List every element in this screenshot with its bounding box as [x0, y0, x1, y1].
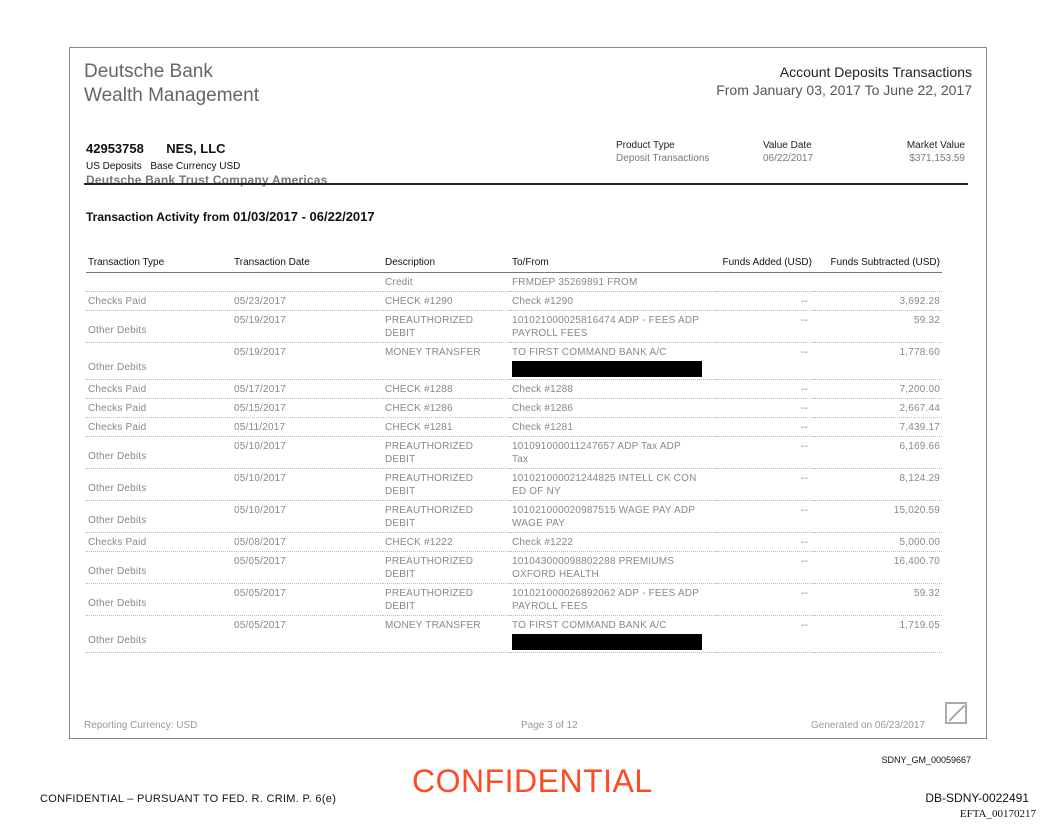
table-row [86, 469, 942, 501]
redaction-bar [512, 361, 702, 377]
table-row [86, 501, 942, 533]
funds-added-cell-line: -- [800, 384, 808, 395]
funds-added-cell [716, 311, 814, 343]
col-header-date: Transaction Date [232, 252, 383, 273]
db-sdny-bates-number: DB-SDNY-0022491 [925, 791, 1029, 805]
col-header-funds-added: Funds Added (USD) [716, 252, 814, 273]
transaction-type-cell [86, 501, 232, 533]
funds-added-cell [716, 533, 814, 552]
redaction-bar [512, 634, 702, 650]
product-type-value: Deposit Transactions [616, 153, 710, 164]
funds-subtracted-cell [814, 380, 942, 399]
table-row [86, 418, 942, 437]
transaction-type-cell-line: Other Debits [88, 635, 147, 646]
funds-added-cell [716, 380, 814, 399]
funds-subtracted-cell [814, 273, 942, 292]
description-cell [383, 418, 510, 437]
transaction-date-cell-line: 05/10/2017 [234, 505, 287, 516]
description-cell-line: CHECK #1290 [385, 296, 453, 307]
funds-subtracted-cell-line: 6,169.66 [899, 441, 940, 452]
funds-added-cell-line: -- [800, 505, 808, 516]
transaction-date-cell-line: 05/10/2017 [234, 473, 287, 484]
tofrom-cell-line: Check #1286 [512, 403, 574, 414]
transaction-date-cell [232, 469, 383, 501]
page-number: Page 3 of 12 [521, 720, 578, 731]
description-cell-line: MONEY TRANSFER [385, 347, 481, 358]
tofrom-cell-line: WAGE PAY [512, 518, 566, 529]
tofrom-cell [510, 380, 716, 399]
funds-added-cell [716, 343, 814, 380]
description-cell [383, 437, 510, 469]
market-value-block [907, 140, 965, 164]
description-cell-line: DEBIT [385, 601, 416, 612]
funds-subtracted-cell [814, 311, 942, 343]
transaction-date-cell-line: 05/11/2017 [234, 422, 286, 433]
confidential-rule-notice: CONFIDENTIAL – PURSUANT TO FED. R. CRIM. P. 6(e) [40, 793, 337, 805]
confidential-stamp: CONFIDENTIAL [412, 763, 653, 799]
transaction-date-cell [232, 418, 383, 437]
transaction-date-cell [232, 437, 383, 469]
transaction-type-cell [86, 584, 232, 616]
funds-added-cell [716, 437, 814, 469]
transaction-type-cell [86, 273, 232, 292]
tofrom-cell [510, 552, 716, 584]
transaction-date-cell-line: 05/10/2017 [234, 441, 287, 452]
funds-added-cell-line: -- [800, 473, 808, 484]
description-cell [383, 552, 510, 584]
tofrom-cell-line: OXFORD HEALTH [512, 569, 599, 580]
tofrom-cell-line: Tax [512, 454, 529, 465]
tofrom-cell [510, 584, 716, 616]
tofrom-cell [510, 399, 716, 418]
brand-line-1: Deutsche Bank [84, 61, 213, 82]
account-name: NES, LLC [166, 141, 226, 156]
description-cell [383, 584, 510, 616]
funds-subtracted-cell [814, 469, 942, 501]
description-cell-line: DEBIT [385, 486, 416, 497]
tofrom-cell [510, 501, 716, 533]
bank-brand [84, 60, 259, 108]
description-cell-line: MONEY TRANSFER [385, 620, 481, 631]
transaction-type-cell [86, 552, 232, 584]
funds-subtracted-cell-line: 1,778.60 [899, 347, 940, 358]
sdny-bates-number: SDNY_GM_00059667 [881, 755, 971, 765]
transaction-type-cell [86, 418, 232, 437]
col-header-description: Description [383, 252, 510, 273]
tofrom-cell [510, 616, 716, 653]
description-cell-line: Credit [385, 277, 413, 288]
tofrom-cell [510, 273, 716, 292]
table-row [86, 311, 942, 343]
transaction-type-cell-line: Checks Paid [88, 384, 147, 395]
funds-added-cell-line: -- [800, 403, 808, 414]
transaction-date-cell [232, 343, 383, 380]
report-title-block [716, 63, 972, 99]
col-header-funds-subtracted: Funds Subtracted (USD) [814, 252, 942, 273]
transaction-date-cell-line: 05/08/2017 [234, 537, 287, 548]
transaction-date-cell-line: 05/05/2017 [234, 620, 287, 631]
activity-title-prefix: Transaction Activity from [86, 210, 230, 224]
account-info [86, 140, 328, 187]
table-row [86, 380, 942, 399]
funds-subtracted-cell-line: 7,439.17 [899, 422, 940, 433]
table-row [86, 584, 942, 616]
transaction-type-cell-line: Other Debits [88, 598, 147, 609]
table-header-row [86, 252, 942, 273]
funds-subtracted-cell-line: 15,020.59 [893, 505, 940, 516]
base-currency: Base Currency USD [150, 161, 241, 172]
funds-added-cell [716, 292, 814, 311]
description-cell-line: DEBIT [385, 518, 416, 529]
description-cell-line: PREAUTHORIZED [385, 588, 474, 599]
transaction-type-cell [86, 311, 232, 343]
funds-subtracted-cell [814, 292, 942, 311]
tofrom-cell-line: 101021000025816474 ADP - FEES ADP [512, 315, 700, 326]
table-row [86, 533, 942, 552]
transactions-table [86, 252, 942, 653]
description-cell [383, 399, 510, 418]
description-cell-line: DEBIT [385, 569, 416, 580]
transaction-type-cell-line: Checks Paid [88, 296, 147, 307]
description-cell [383, 311, 510, 343]
transaction-type-cell-line: Other Debits [88, 515, 147, 526]
funds-subtracted-cell-line: 59.32 [913, 588, 940, 599]
tofrom-cell-line: TO FIRST COMMAND BANK A/C [512, 347, 667, 358]
transaction-type-cell-line: Checks Paid [88, 422, 147, 433]
funds-added-cell [716, 501, 814, 533]
table-row [86, 343, 942, 380]
tofrom-cell-line: 101021000021244825 INTELL CK CON [512, 473, 697, 484]
transaction-type-cell-line: Other Debits [88, 325, 147, 336]
tofrom-cell [510, 437, 716, 469]
table-row [86, 552, 942, 584]
col-header-type: Transaction Type [86, 252, 232, 273]
funds-subtracted-cell [814, 533, 942, 552]
transaction-date-cell-line: 05/19/2017 [234, 315, 287, 326]
product-type-block [616, 140, 709, 164]
brand-line-2: Wealth Management [84, 85, 259, 106]
funds-added-cell [716, 399, 814, 418]
funds-subtracted-cell [814, 616, 942, 653]
transaction-type-cell [86, 380, 232, 399]
table-body [86, 273, 942, 653]
transaction-type-cell [86, 292, 232, 311]
funds-subtracted-cell [814, 552, 942, 584]
transaction-date-cell-line: 05/05/2017 [234, 556, 287, 567]
description-cell [383, 380, 510, 399]
tofrom-cell [510, 343, 716, 380]
funds-added-cell-line: -- [800, 537, 808, 548]
col-header-tofrom: To/From [510, 252, 716, 273]
transaction-date-cell [232, 533, 383, 552]
funds-added-cell-line: -- [800, 588, 808, 599]
description-cell-line: CHECK #1286 [385, 403, 453, 414]
description-cell [383, 343, 510, 380]
description-cell-line: CHECK #1222 [385, 537, 453, 548]
funds-subtracted-cell-line: 7,200.00 [899, 384, 940, 395]
transaction-type-cell-line: Other Debits [88, 566, 147, 577]
transaction-date-cell [232, 399, 383, 418]
tofrom-cell-line: PAYROLL FEES [512, 328, 588, 339]
table-row [86, 399, 942, 418]
activity-title [86, 209, 375, 224]
description-cell-line: CHECK #1281 [385, 422, 453, 433]
transaction-type-cell-line: Other Debits [88, 483, 147, 494]
tofrom-cell [510, 292, 716, 311]
tofrom-cell [510, 311, 716, 343]
transaction-date-cell-line: 05/05/2017 [234, 588, 287, 599]
transaction-date-cell-line: 05/17/2017 [234, 384, 287, 395]
report-title: Account Deposits Transactions [779, 64, 972, 80]
funds-subtracted-cell-line: 3,692.28 [899, 296, 940, 307]
activity-title-range: 01/03/2017 - 06/22/2017 [232, 209, 375, 224]
table-row [86, 292, 942, 311]
description-cell-line: PREAUTHORIZED [385, 441, 474, 452]
tofrom-cell-line: FRMDEP 35269891 FROM [512, 277, 638, 288]
funds-added-cell [716, 273, 814, 292]
transaction-type-cell [86, 343, 232, 380]
deutsche-bank-logo-icon [945, 702, 967, 724]
market-value-value: $371,153.59 [909, 153, 965, 164]
tofrom-cell-line: Check #1290 [512, 296, 574, 307]
transaction-type-cell [86, 469, 232, 501]
funds-subtracted-cell-line: 2,667.44 [899, 403, 940, 414]
funds-added-cell [716, 616, 814, 653]
tofrom-cell-line: PAYROLL FEES [512, 601, 588, 612]
tofrom-cell-line: 101043000098802288 PREMIUMS [512, 556, 675, 567]
tofrom-cell-line: 101021000026892062 ADP - FEES ADP [512, 588, 700, 599]
company-name: Deutsche Bank Trust Company Americas [86, 173, 328, 187]
funds-added-cell-line: -- [800, 556, 808, 567]
transaction-type-cell-line: Checks Paid [88, 403, 147, 414]
description-cell [383, 469, 510, 501]
funds-added-cell-line: -- [800, 620, 808, 631]
transaction-type-cell [86, 616, 232, 653]
description-cell-line: DEBIT [385, 328, 416, 339]
market-value-label: Market Value [906, 140, 965, 151]
transaction-date-cell [232, 584, 383, 616]
generated-date: Generated on 06/23/2017 [811, 720, 925, 731]
transaction-type-cell-line: Other Debits [88, 362, 147, 373]
report-date-range: From January 03, 2017 To June 22, 2017 [716, 82, 972, 98]
description-cell-line: PREAUTHORIZED [385, 556, 474, 567]
funds-subtracted-cell-line: 16,400.70 [893, 556, 940, 567]
description-cell-line: DEBIT [385, 454, 416, 465]
transaction-type-cell [86, 399, 232, 418]
funds-added-cell-line: -- [800, 315, 808, 326]
description-cell-line: CHECK #1288 [385, 384, 453, 395]
funds-subtracted-cell-line: 59.32 [913, 315, 940, 326]
description-cell-line: PREAUTHORIZED [385, 505, 474, 516]
tofrom-cell-line: Check #1281 [512, 422, 574, 433]
funds-subtracted-cell [814, 343, 942, 380]
transaction-type-cell [86, 437, 232, 469]
transaction-date-cell [232, 311, 383, 343]
description-cell [383, 501, 510, 533]
table-row [86, 437, 942, 469]
tofrom-cell [510, 533, 716, 552]
tofrom-cell-line: 101021000020987515 WAGE PAY ADP [512, 505, 696, 516]
description-cell-line: PREAUTHORIZED [385, 473, 474, 484]
tofrom-cell-line: Check #1288 [512, 384, 574, 395]
funds-added-cell [716, 584, 814, 616]
funds-added-cell [716, 469, 814, 501]
transaction-date-cell-line: 05/23/2017 [234, 296, 287, 307]
funds-added-cell-line: -- [800, 347, 808, 358]
funds-subtracted-cell [814, 418, 942, 437]
funds-subtracted-cell [814, 437, 942, 469]
transaction-date-cell [232, 616, 383, 653]
funds-subtracted-cell [814, 399, 942, 418]
transaction-date-cell [232, 501, 383, 533]
tofrom-cell-line: ED OF NY [512, 486, 561, 497]
value-date-value: 06/22/2017 [763, 153, 814, 164]
funds-added-cell-line: -- [800, 296, 808, 307]
transaction-date-cell-line: 05/15/2017 [234, 403, 287, 414]
reporting-currency: Reporting Currency: USD [84, 720, 198, 731]
funds-added-cell [716, 418, 814, 437]
header-divider [84, 183, 968, 185]
table-row [86, 616, 942, 653]
value-date-block [763, 140, 813, 164]
description-cell-line: PREAUTHORIZED [385, 315, 474, 326]
transaction-type-cell-line: Other Debits [88, 451, 147, 462]
transaction-date-cell-line: 05/19/2017 [234, 347, 287, 358]
transaction-date-cell [232, 273, 383, 292]
account-number: 42953758 [86, 141, 144, 156]
value-date-label: Value Date [763, 140, 812, 151]
funds-subtracted-cell [814, 584, 942, 616]
funds-subtracted-cell [814, 501, 942, 533]
transaction-type-cell-line: Checks Paid [88, 537, 147, 548]
transaction-type-cell [86, 533, 232, 552]
deposit-type: US Deposits [86, 161, 142, 172]
funds-added-cell [716, 552, 814, 584]
funds-added-cell-line: -- [800, 422, 808, 433]
tofrom-cell [510, 469, 716, 501]
description-cell [383, 616, 510, 653]
description-cell [383, 273, 510, 292]
transaction-date-cell [232, 292, 383, 311]
funds-subtracted-cell-line: 1,719.05 [899, 620, 940, 631]
funds-added-cell-line: -- [800, 441, 808, 452]
efta-bates-number: EFTA_00170217 [959, 808, 1036, 820]
table-row [86, 273, 942, 292]
tofrom-cell-line: Check #1222 [512, 537, 574, 548]
tofrom-cell [510, 418, 716, 437]
transaction-date-cell [232, 380, 383, 399]
transaction-date-cell [232, 552, 383, 584]
tofrom-cell-line: 101091000011247657 ADP Tax ADP [512, 441, 681, 452]
funds-subtracted-cell-line: 8,124.29 [899, 473, 940, 484]
funds-subtracted-cell-line: 5,000.00 [899, 537, 940, 548]
product-type-label: Product Type [616, 140, 675, 151]
description-cell [383, 292, 510, 311]
tofrom-cell-line: TO FIRST COMMAND BANK A/C [512, 620, 667, 631]
description-cell [383, 533, 510, 552]
